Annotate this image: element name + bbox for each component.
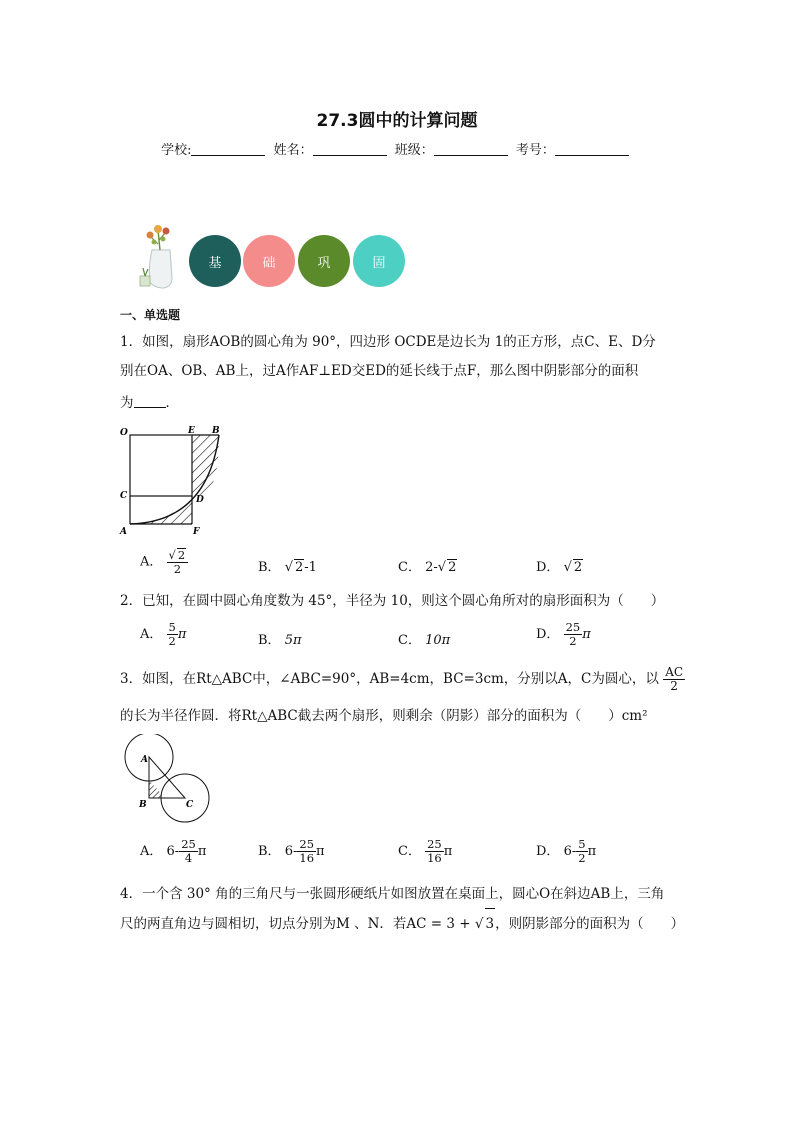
q1-option-c-head: 2-	[425, 560, 438, 575]
q1-option-a[interactable]: A． $\frac{√ 2}{2}$	[140, 548, 188, 576]
name-label: 姓名：	[273, 143, 313, 158]
q1-option-b[interactable]: B． √ 2-1	[258, 560, 317, 575]
q1-option-d-prefix: D．	[536, 560, 560, 575]
exam-no-label: 考号：	[515, 143, 555, 158]
q2-option-d-num: 25	[565, 620, 581, 634]
q3-frac-den: 2	[670, 679, 678, 693]
school-label: 学校:	[161, 143, 192, 158]
badge-ji	[189, 235, 241, 287]
badge-ji-label: 基	[208, 255, 222, 271]
q1-option-c-prefix: C．	[398, 560, 421, 575]
q3-option-b-head: 6-	[284, 844, 298, 859]
q4-line2-tail: ，则阴影部分的面积为（ ）	[495, 916, 685, 932]
q1-answer-blank[interactable]	[134, 395, 166, 408]
q1-label-B: B	[212, 426, 220, 436]
badge-gong	[298, 235, 350, 287]
q3-option-b-prefix: B．	[258, 844, 281, 859]
school-blank[interactable]	[191, 143, 265, 156]
badge-gu-label: 固	[372, 255, 386, 271]
q1-label-O: O	[120, 428, 128, 438]
q1-option-c-rad: 2	[448, 560, 457, 575]
q1-label-A: A	[120, 527, 127, 536]
q3-option-c-prefix: C．	[398, 844, 421, 859]
q3-label-A: A	[141, 755, 148, 765]
q1-option-a-den: 2	[173, 562, 182, 576]
q2-text: 2．已知，在圆中圆心角度数为 45°，半径为 10，则这个圆心角所对的扇形面积为（ ）	[120, 593, 665, 609]
q3-option-d-head: 6-	[563, 844, 577, 859]
badge-gu	[353, 235, 405, 287]
badge-chu	[243, 235, 295, 287]
q2-option-a[interactable]	[140, 621, 186, 648]
q4-line2-head: 尺的两直角边与圆相切，切点分别为M 、N．若AC = 3 +	[120, 916, 475, 932]
section-heading: 一、单选题	[120, 308, 181, 322]
q1-label-D: D	[196, 495, 204, 505]
q3-option-a-tail: π	[197, 844, 207, 859]
q1-option-d[interactable]: D． √ 2	[536, 560, 583, 575]
q2-option-b-prefix: B．	[258, 633, 281, 648]
q2-option-a-prefix: A．	[140, 627, 163, 642]
q2-option-c-text: 10π	[425, 633, 451, 648]
q3-line1-text: 3．如图，在Rt△ABC中，∠ABC=90°，AB=4cm，BC=3cm，分别以A，C为圆心，以	[120, 671, 659, 687]
q2-option-d-tail: π	[582, 627, 591, 642]
q4-line2-rad: 3	[485, 908, 496, 939]
q2-option-a-tail: π	[177, 627, 187, 642]
q2-option-b[interactable]	[258, 629, 302, 648]
q3-option-c-num: 25	[427, 837, 442, 851]
q3-option-c-den: 16	[427, 851, 442, 865]
q4-line1: 4．一个含 30° 角的三角尺与一张圆形硬纸片如图放置在桌面上，圆心O在斜边AB上，三角	[120, 886, 665, 902]
q2-option-c-prefix: C．	[398, 633, 421, 648]
q2-option-b-text: 5π	[284, 633, 302, 648]
q3-option-a-head: 6-	[166, 844, 180, 859]
exam-no-blank[interactable]	[555, 143, 629, 156]
q3-option-a-prefix: A．	[140, 844, 163, 859]
q3-option-a[interactable]	[140, 838, 206, 865]
q3-frac-num: AC	[665, 665, 684, 679]
q3-option-d-prefix: D．	[536, 844, 560, 859]
class-label: 班级：	[394, 143, 434, 158]
q1-line3	[120, 388, 179, 418]
q1-option-b-prefix: B．	[258, 560, 281, 575]
q2-option-d-den: 2	[569, 634, 577, 648]
q3-option-c-tail: π	[443, 844, 453, 859]
q3-option-b[interactable]	[258, 838, 325, 865]
badge-gong-label: 巩	[317, 255, 331, 271]
flower-vase-icon	[134, 222, 184, 290]
page-title: 27.3圆中的计算问题	[316, 111, 478, 131]
student-info-line	[0, 139, 794, 158]
name-blank[interactable]	[313, 143, 387, 156]
q1-option-d-rad: 2	[573, 560, 583, 575]
q3-option-b-num: 25	[299, 837, 315, 851]
q2-option-d-prefix: D．	[536, 627, 560, 642]
q1-option-a-prefix: A．	[140, 554, 163, 570]
q1-option-a-num: 2	[177, 548, 186, 562]
q3-option-c[interactable]	[398, 838, 452, 865]
q1-figure	[112, 424, 224, 536]
q2-option-d[interactable]	[536, 621, 591, 648]
q3-option-d-num: 5	[578, 837, 586, 851]
q2-option-c[interactable]	[398, 629, 450, 648]
q3-option-a-num: 25	[181, 837, 196, 851]
q1-option-b-tail: -1	[304, 560, 317, 575]
q3-option-d-den: 2	[578, 851, 586, 865]
q3-line2: 的长为半径作圆．将Rt△ABC截去两个扇形，则剩余（阴影）部分的面积为（ ）cm²	[120, 708, 648, 724]
q2-option-a-num: 5	[168, 620, 176, 634]
class-blank[interactable]	[434, 143, 508, 156]
q3-line1	[120, 664, 685, 694]
q3-option-d-tail: π	[587, 844, 597, 859]
q3-label-C: C	[186, 800, 194, 810]
q3-option-b-tail: π	[316, 844, 325, 859]
q2-option-a-den: 2	[168, 634, 176, 648]
q3-figure	[120, 734, 216, 824]
q4-line2: 尺的两直角边与圆相切，切点分别为M 、N．若AC = 3 + √ 3，则阴影部分的面积为（ ）	[120, 908, 684, 939]
q1-line1: 1．如图，扇形AOB的圆心角为 90°，四边形 OCDE是边长为 1的正方形，点C、E、D分	[120, 334, 656, 350]
q3-option-d[interactable]	[536, 838, 596, 865]
badge-chu-label: 础	[262, 255, 276, 271]
q3-option-b-den: 16	[299, 851, 315, 865]
q1-option-c[interactable]: C． 2-√ 2	[398, 560, 457, 575]
q3-option-a-den: 4	[184, 851, 193, 865]
q1-line2: 别在OA、OB、AB上，过A作AF⊥ED交ED的延长线于点F，那么图中阴影部分的面积	[120, 363, 639, 379]
q1-line3-text: 为	[120, 395, 134, 411]
q1-label-C: C	[120, 491, 128, 501]
q3-label-B: B	[139, 800, 147, 810]
q1-label-E: E	[188, 426, 195, 436]
q1-option-b-rad: 2	[294, 560, 304, 575]
q1-line3-end: ．	[165, 395, 179, 411]
q1-label-F: F	[193, 527, 200, 536]
